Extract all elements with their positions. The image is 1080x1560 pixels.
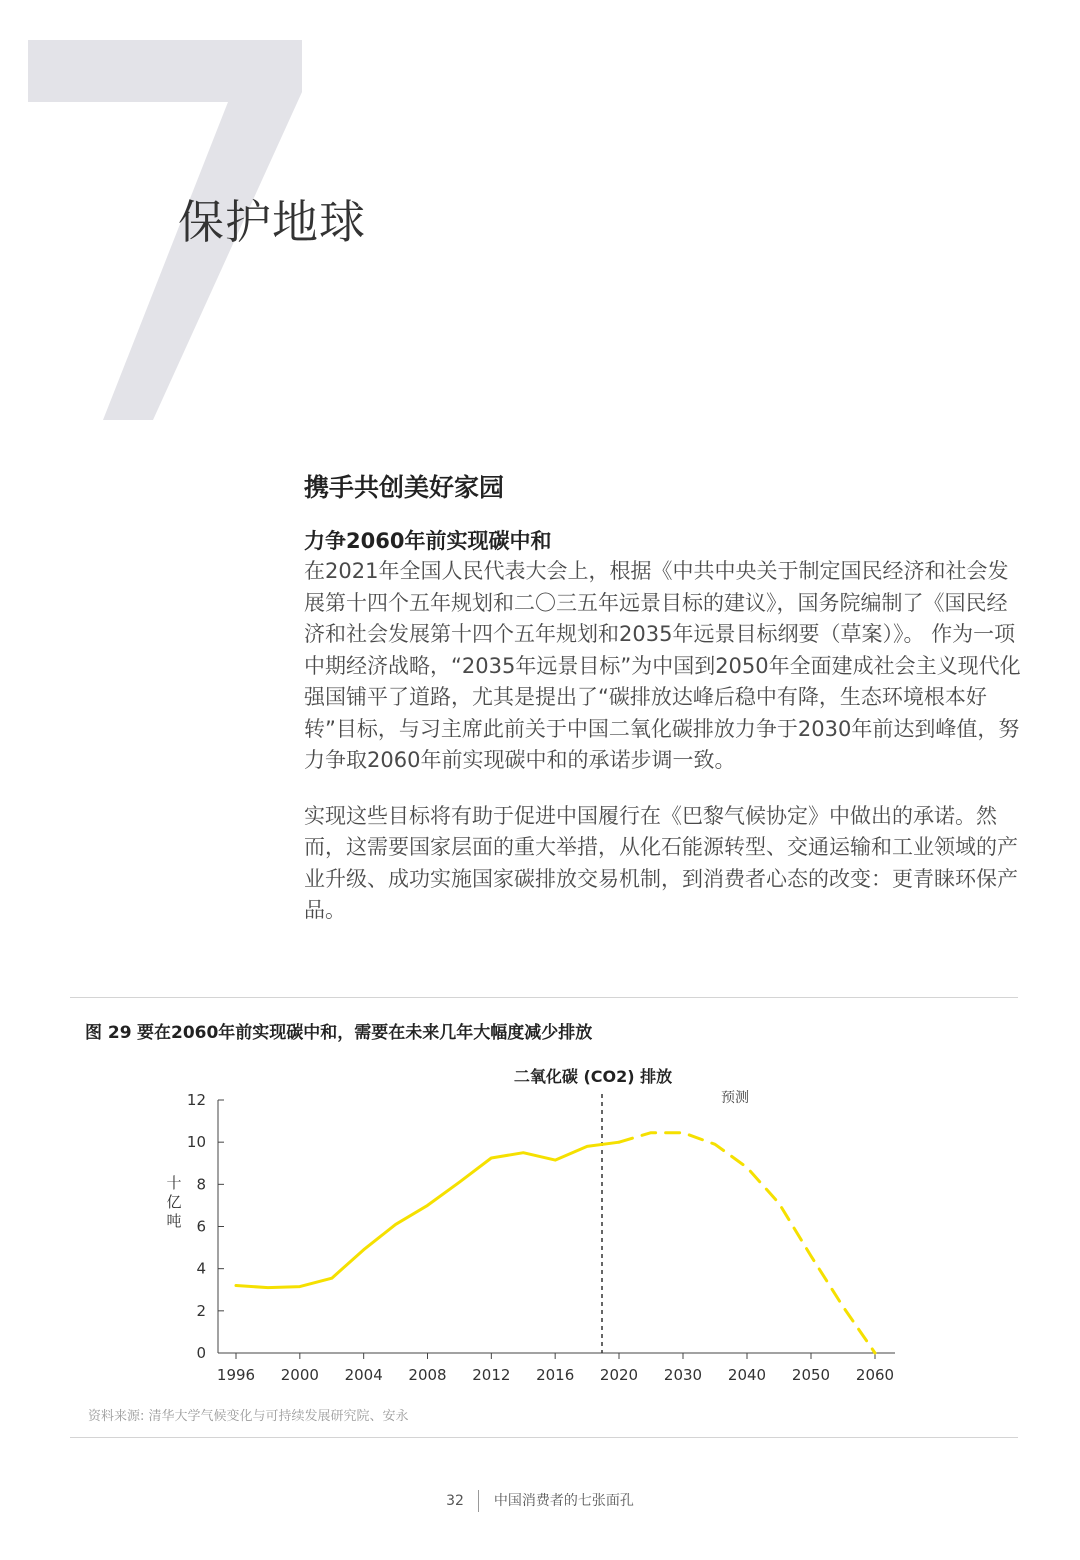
y-label-char: 吨 [166, 1212, 182, 1230]
figure-label: 图 29 [85, 1023, 132, 1043]
x-tick-label: 2020 [599, 1366, 639, 1384]
y-label-char: 亿 [166, 1193, 182, 1211]
y-axis-label [166, 1174, 181, 1230]
y-label-char: 十 [166, 1174, 182, 1192]
figure-title: 要在2060年前实现碳中和，需要在未来几年大幅度减少排放 [136, 1023, 593, 1043]
series-lines [236, 1133, 875, 1353]
x-tick-label: 2004 [344, 1366, 383, 1384]
x-tick-label: 2060 [855, 1366, 895, 1384]
y-tick-label: 4 [196, 1259, 206, 1278]
figure-source: 资料来源: 清华大学气候变化与可持续发展研究院、安永 [88, 1409, 409, 1424]
publication-title: 中国消费者的七张面孔 [493, 1493, 634, 1509]
y-tick-label: 0 [196, 1344, 206, 1362]
figure-top-rule [70, 997, 1018, 998]
page-number: 32 [446, 1493, 464, 1509]
x-tick-label: 2016 [536, 1366, 575, 1384]
figure-caption [85, 1018, 592, 1043]
chart-title: 二氧化碳 (CO2) 排放 [513, 1067, 673, 1086]
emissions-line-chart [150, 1060, 930, 1400]
figure-bottom-rule [70, 1437, 1018, 1438]
subheading: 力争2060年前实现碳中和 [304, 529, 552, 553]
chapter-title: 保护地球 [178, 195, 366, 249]
x-tick-label: 2040 [727, 1366, 767, 1384]
x-tick-label: 1996 [216, 1366, 256, 1384]
x-tick-label: 2030 [663, 1366, 703, 1384]
x-tick-label: 2050 [791, 1366, 831, 1384]
page-footer [0, 1490, 1080, 1512]
section-title: 携手共创美好家园 [304, 473, 505, 502]
paragraph-1: 在2021年全国人民代表大会上，根据《中共中央关于制定国民经济和社会发展第十四个五年规划和二〇三五年远景目标的建议》，国务院编制了《国民经济和社会发展第十四个五年规划和2035年远景目标纲要（草案）》。 作为一项中期经济战略，“2035年远景目标”为中国到2050年全面建成社会主义现代化强国铺平了道路，尤其是提出了“碳排放达峰后稳中有降，生态环境根本好转”目标，与习主席此前关于中国二氧化碳排放力争于2030年前达到峰值，努力争取2060年前实现碳中和的承诺步调一致。 [304, 559, 1021, 772]
body-text [304, 526, 1024, 927]
x-tick-label: 2008 [408, 1366, 447, 1384]
y-tick-label: 8 [196, 1175, 206, 1194]
y-tick-label: 2 [196, 1301, 206, 1320]
forecast-series-line [619, 1133, 875, 1353]
y-tick-label: 10 [186, 1133, 206, 1152]
historical-series-line [236, 1142, 619, 1287]
x-tick-label: 2012 [472, 1366, 511, 1384]
forecast-label: 预测 [721, 1090, 749, 1106]
footer-separator [478, 1490, 479, 1512]
y-tick-label: 12 [186, 1091, 206, 1109]
x-ticks [217, 1353, 894, 1384]
chart-axes [218, 1100, 895, 1353]
paragraph-2: 实现这些目标将有助于促进中国履行在《巴黎气候协定》中做出的承诺。然而，这需要国家层面的重大举措，从化石能源转型、交通运输和工业领域的产业升级、成功实施国家碳排放交易机制，到消费者心态的改变：更青睐环保产品。 [304, 803, 1018, 922]
x-tick-label: 2000 [280, 1366, 319, 1384]
y-tick-label: 6 [196, 1217, 206, 1236]
